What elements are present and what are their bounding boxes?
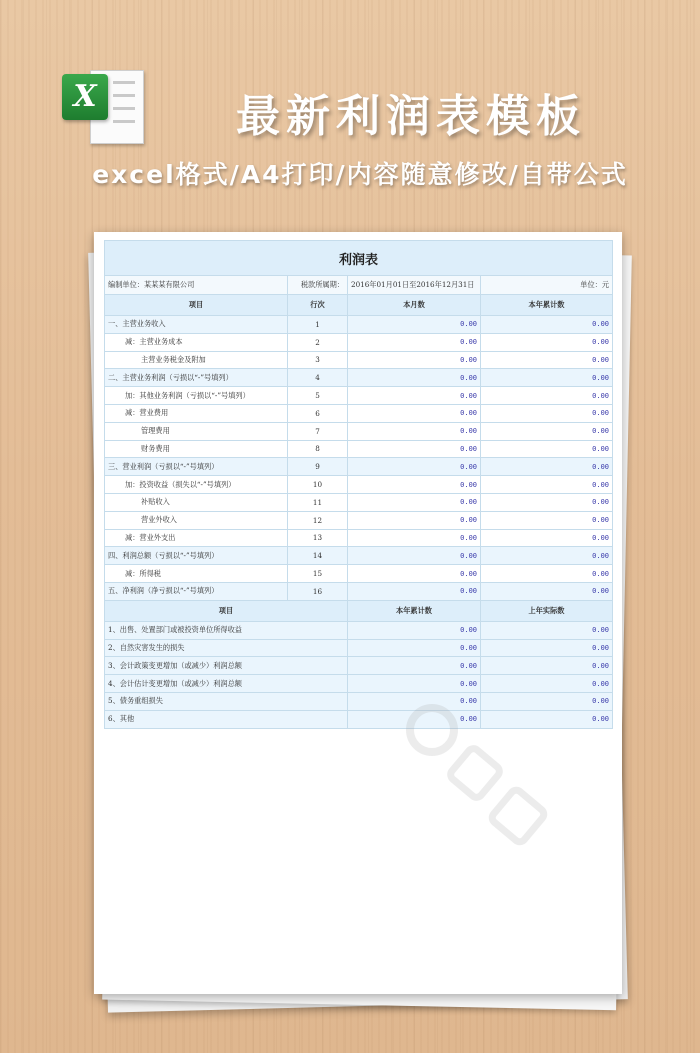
row-year-value[interactable]: 0.00 (481, 493, 613, 511)
row-line: 7 (288, 422, 348, 440)
row-line: 16 (288, 582, 348, 600)
table-row (105, 476, 613, 494)
table-row (105, 511, 613, 529)
row-month-value[interactable]: 0.00 (348, 565, 481, 583)
supplement-current-value[interactable]: 0.00 (348, 710, 481, 728)
row-label: 减：主营业务成本 (105, 333, 288, 351)
supplement-current-value[interactable]: 0.00 (348, 692, 481, 710)
row-year-value[interactable]: 0.00 (481, 582, 613, 600)
supplement-label: 3、会计政策变更增加（或减少）利润总额 (105, 657, 348, 675)
table-row (105, 404, 613, 422)
row-month-value[interactable]: 0.00 (348, 547, 481, 565)
table-row (105, 582, 613, 600)
row-line: 8 (288, 440, 348, 458)
row-month-value[interactable]: 0.00 (348, 351, 481, 369)
supplement-row (105, 621, 613, 639)
header-item: 项目 (105, 295, 288, 316)
row-line: 5 (288, 387, 348, 405)
row-line: 9 (288, 458, 348, 476)
row-label: 加：其他业务利润（亏损以“-”号填列） (105, 387, 288, 405)
supplement-row (105, 639, 613, 657)
row-label: 管理费用 (105, 422, 288, 440)
supplement-last-value[interactable]: 0.00 (481, 639, 613, 657)
row-line: 10 (288, 476, 348, 494)
table-row (105, 565, 613, 583)
row-year-value[interactable]: 0.00 (481, 440, 613, 458)
row-year-value[interactable]: 0.00 (481, 422, 613, 440)
supplement-label: 2、自然灾害发生的损失 (105, 639, 348, 657)
table-row (105, 547, 613, 565)
row-label: 营业外收入 (105, 511, 288, 529)
row-year-value[interactable]: 0.00 (481, 476, 613, 494)
row-year-value[interactable]: 0.00 (481, 387, 613, 405)
row-label: 一、主营业务收入 (105, 316, 288, 334)
supplement-current-value[interactable]: 0.00 (348, 621, 481, 639)
row-label: 二、主营业务利润（亏损以“-”号填列） (105, 369, 288, 387)
row-line: 2 (288, 333, 348, 351)
excel-letter: X (73, 79, 97, 114)
row-label: 财务费用 (105, 440, 288, 458)
header-line: 行次 (288, 295, 348, 316)
supplement-label: 4、会计估计变更增加（或减少）利润总额 (105, 675, 348, 693)
row-label: 加：投资收益（损失以“-”号填列） (105, 476, 288, 494)
table-row (105, 351, 613, 369)
subheadline: excel格式/A4打印/内容随意修改/自带公式 (92, 160, 628, 189)
header2-current: 本年累计数 (348, 600, 481, 621)
row-line: 3 (288, 351, 348, 369)
table-row (105, 440, 613, 458)
currency-unit: 单位：元 (481, 276, 613, 295)
supplement-current-value[interactable]: 0.00 (348, 639, 481, 657)
row-label: 主营业务税金及附加 (105, 351, 288, 369)
row-line: 14 (288, 547, 348, 565)
company-label: 编制单位：某某某有限公司 (105, 276, 288, 295)
supplement-last-value[interactable]: 0.00 (481, 692, 613, 710)
row-month-value[interactable]: 0.00 (348, 458, 481, 476)
header-year: 本年累计数 (481, 295, 613, 316)
supplement-current-value[interactable]: 0.00 (348, 675, 481, 693)
row-label: 四、利润总额（亏损以“-”号填列） (105, 547, 288, 565)
period-label: 税款所属期： (288, 276, 348, 295)
row-label: 补贴收入 (105, 493, 288, 511)
row-year-value[interactable]: 0.00 (481, 458, 613, 476)
row-month-value[interactable]: 0.00 (348, 511, 481, 529)
table-row (105, 316, 613, 334)
header2-item: 项目 (105, 600, 348, 621)
row-year-value[interactable]: 0.00 (481, 565, 613, 583)
excel-logo (62, 62, 148, 148)
excel-icon (62, 74, 108, 120)
row-month-value[interactable]: 0.00 (348, 369, 481, 387)
row-month-value[interactable]: 0.00 (348, 387, 481, 405)
table-row (105, 493, 613, 511)
row-year-value[interactable]: 0.00 (481, 316, 613, 334)
table-row (105, 458, 613, 476)
row-line: 11 (288, 493, 348, 511)
row-line: 12 (288, 511, 348, 529)
row-month-value[interactable]: 0.00 (348, 493, 481, 511)
table-row (105, 529, 613, 547)
row-month-value[interactable]: 0.00 (348, 476, 481, 494)
row-label: 减：营业费用 (105, 404, 288, 422)
row-month-value[interactable]: 0.00 (348, 316, 481, 334)
row-line: 13 (288, 529, 348, 547)
supplement-last-value[interactable]: 0.00 (481, 621, 613, 639)
row-year-value[interactable]: 0.00 (481, 511, 613, 529)
row-month-value[interactable]: 0.00 (348, 582, 481, 600)
profit-statement-table (104, 240, 613, 729)
row-month-value[interactable]: 0.00 (348, 404, 481, 422)
supplement-current-value[interactable]: 0.00 (348, 657, 481, 675)
supplement-last-value[interactable]: 0.00 (481, 710, 613, 728)
supplement-label: 5、债务重组损失 (105, 692, 348, 710)
row-line: 1 (288, 316, 348, 334)
table-header-row-2 (105, 600, 613, 621)
row-year-value[interactable]: 0.00 (481, 333, 613, 351)
table-title: 利润表 (105, 241, 613, 276)
info-row (105, 276, 613, 295)
row-month-value[interactable]: 0.00 (348, 422, 481, 440)
header2-last: 上年实际数 (481, 600, 613, 621)
row-line: 4 (288, 369, 348, 387)
supplement-last-value[interactable]: 0.00 (481, 675, 613, 693)
table-title-row (105, 241, 613, 276)
supplement-row (105, 657, 613, 675)
row-label: 五、净利润（净亏损以“-”号填列） (105, 582, 288, 600)
row-year-value[interactable]: 0.00 (481, 351, 613, 369)
row-line: 6 (288, 404, 348, 422)
header-month: 本月数 (348, 295, 481, 316)
row-year-value[interactable]: 0.00 (481, 369, 613, 387)
table-row (105, 387, 613, 405)
table-row (105, 422, 613, 440)
watermark-logo (394, 692, 564, 862)
supplement-label: 1、出售、处置部门或被投资单位所得收益 (105, 621, 348, 639)
headline: 最新利润表模板 (236, 91, 586, 142)
supplement-row (105, 675, 613, 693)
row-label: 减：所得税 (105, 565, 288, 583)
row-month-value[interactable]: 0.00 (348, 440, 481, 458)
row-month-value[interactable]: 0.00 (348, 529, 481, 547)
table-row (105, 333, 613, 351)
row-line: 15 (288, 565, 348, 583)
table-row (105, 369, 613, 387)
row-year-value[interactable]: 0.00 (481, 404, 613, 422)
paper-sheet (94, 232, 622, 994)
period-value: 2016年01月01日至2016年12月31日 (348, 276, 481, 295)
row-year-value[interactable]: 0.00 (481, 547, 613, 565)
row-label: 三、营业利润（亏损以“-”号填列） (105, 458, 288, 476)
row-year-value[interactable]: 0.00 (481, 529, 613, 547)
table-header-row (105, 295, 613, 316)
supplement-label: 6、其他 (105, 710, 348, 728)
row-label: 减：营业外支出 (105, 529, 288, 547)
row-month-value[interactable]: 0.00 (348, 333, 481, 351)
supplement-last-value[interactable]: 0.00 (481, 657, 613, 675)
